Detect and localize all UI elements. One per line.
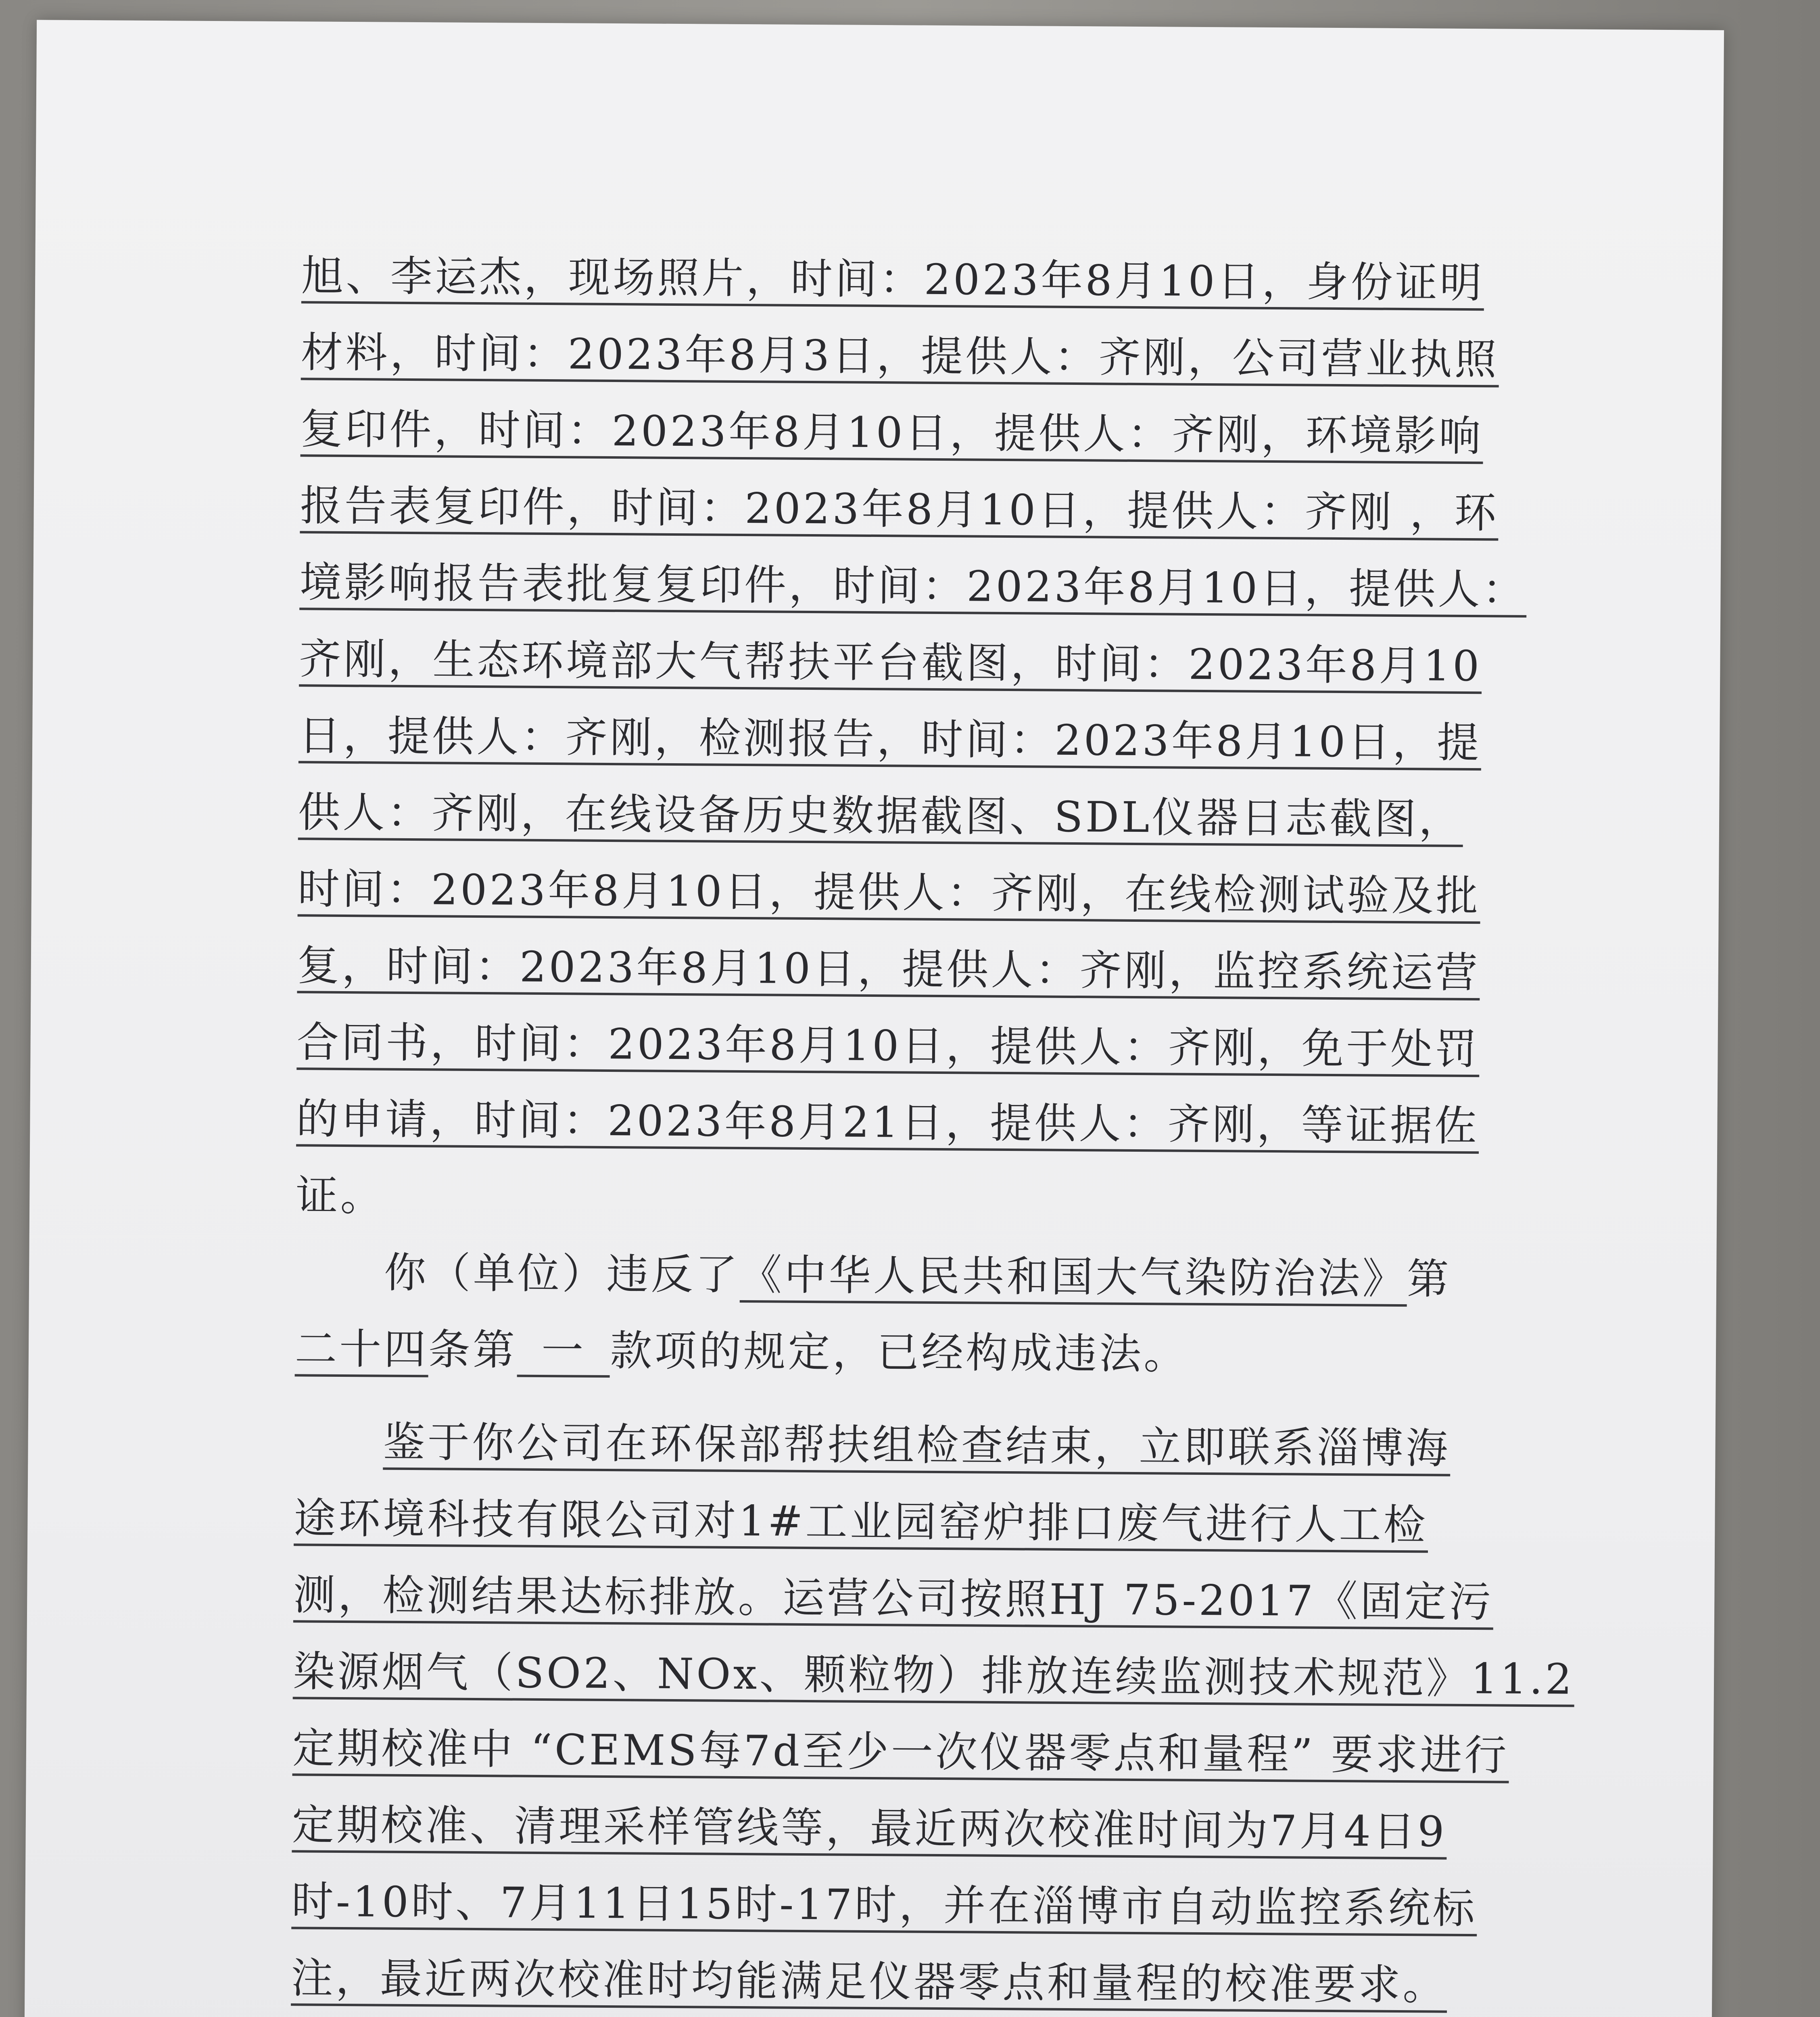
text-line [291, 1865, 1538, 1949]
law-name: 《中华人民共和国大气染防治法》 [740, 1250, 1407, 1307]
text-line [299, 546, 1546, 630]
text-line [298, 776, 1545, 860]
text-line [297, 929, 1544, 1013]
text-line [298, 699, 1545, 783]
text-line [297, 852, 1544, 937]
underlined-text: 材料，时间：2023年8月3日，提供人：齐刚，公司营业执照 [301, 328, 1499, 387]
text-line [301, 239, 1548, 324]
underlined-text: 境影响报告表批复复印件，时间：2023年8月10日，提供人： [299, 557, 1527, 618]
underlined-text: 复印件，时间：2023年8月10日，提供人：齐刚，环境影响 [301, 404, 1484, 464]
text-line [294, 1482, 1540, 1566]
violation-end: 款项的规定，已经构成违法。 [610, 1326, 1188, 1379]
underlined-text: 定期校准、清理采样管线等，最近两次校准时间为7月4日9 [292, 1800, 1447, 1859]
underlined-text: 途环境科技有限公司对1#工业园窑炉排口废气进行人工检 [294, 1493, 1428, 1553]
underlined-text: 合同书，时间：2023年8月10日，提供人：齐刚，免于处罚 [296, 1017, 1480, 1077]
text-line [300, 469, 1547, 553]
text-line [292, 1788, 1538, 1873]
underlined-text: 时-10时、7月11日15时-17时，并在淄博市自动监控系统标 [291, 1877, 1477, 1936]
article-number: 二十四 [295, 1324, 429, 1377]
text-line [300, 393, 1547, 477]
clause-number: 一 [517, 1326, 610, 1378]
line-end-text: 证。 [295, 1171, 385, 1221]
text-line [294, 1405, 1541, 1489]
text-line [296, 1159, 1542, 1243]
underlined-text: 测，检测结果达标排放。运营公司按照HJ 75-2017《固定污 [293, 1570, 1494, 1630]
text-line [299, 622, 1546, 707]
text-line [301, 316, 1548, 400]
underlined-text: 注，最近两次校准时均能满足仪器零点和量程的校准要求。 [291, 1953, 1447, 2013]
underlined-text: 供人：齐刚，在线设备历史数据截图、SDL仪器日志截图， [298, 787, 1463, 847]
underlined-text: 复，时间：2023年8月10日，提供人：齐刚，监控系统运营 [297, 941, 1480, 1000]
text-line [291, 1942, 1538, 2017]
text-line [296, 1082, 1543, 1167]
underlined-text: 旭、李运杰，现场照片，时间：2023年8月10日，身份证明 [301, 251, 1484, 311]
underlined-text: 齐刚，生态环境部大气帮扶平台截图，时间：2023年8月10 [299, 634, 1482, 694]
violation-pre: 你（单位）违反了 [384, 1248, 740, 1299]
text-line [292, 1635, 1575, 1719]
text-line [296, 1006, 1543, 1090]
underlined-text: 定期校准中 “CEMS每7d至少一次仪器零点和量程” 要求进行 [292, 1723, 1509, 1783]
text-line [292, 1712, 1539, 1796]
underlined-text: 鉴于你公司在环保部帮扶组检查结束，立即联系淄博海 [383, 1418, 1451, 1476]
article-mid: 条第 [428, 1325, 518, 1375]
underlined-text: 时间：2023年8月10日，提供人：齐刚，在线检测试验及批 [298, 864, 1481, 924]
violation-line-2 [294, 1312, 1541, 1397]
underlined-text: 日，提供人：齐刚，检测报告，时间：2023年8月10日，提 [298, 711, 1482, 770]
underlined-text: 的申请，时间：2023年8月21日，提供人：齐刚，等证据佐 [296, 1094, 1479, 1154]
violation-line-1 [295, 1236, 1542, 1320]
underlined-text: 报告表复印件，时间：2023年8月10日，提供人：齐刚 ，环 [300, 481, 1499, 541]
paper-sheet [22, 20, 1724, 2017]
text-line [293, 1558, 1540, 1643]
document-body [290, 239, 1575, 2017]
violation-post: 第 [1407, 1254, 1452, 1304]
underlined-text: 染源烟气（SO2、NOx、颗粒物）排放连续监测技术规范》11.2 [293, 1647, 1575, 1707]
